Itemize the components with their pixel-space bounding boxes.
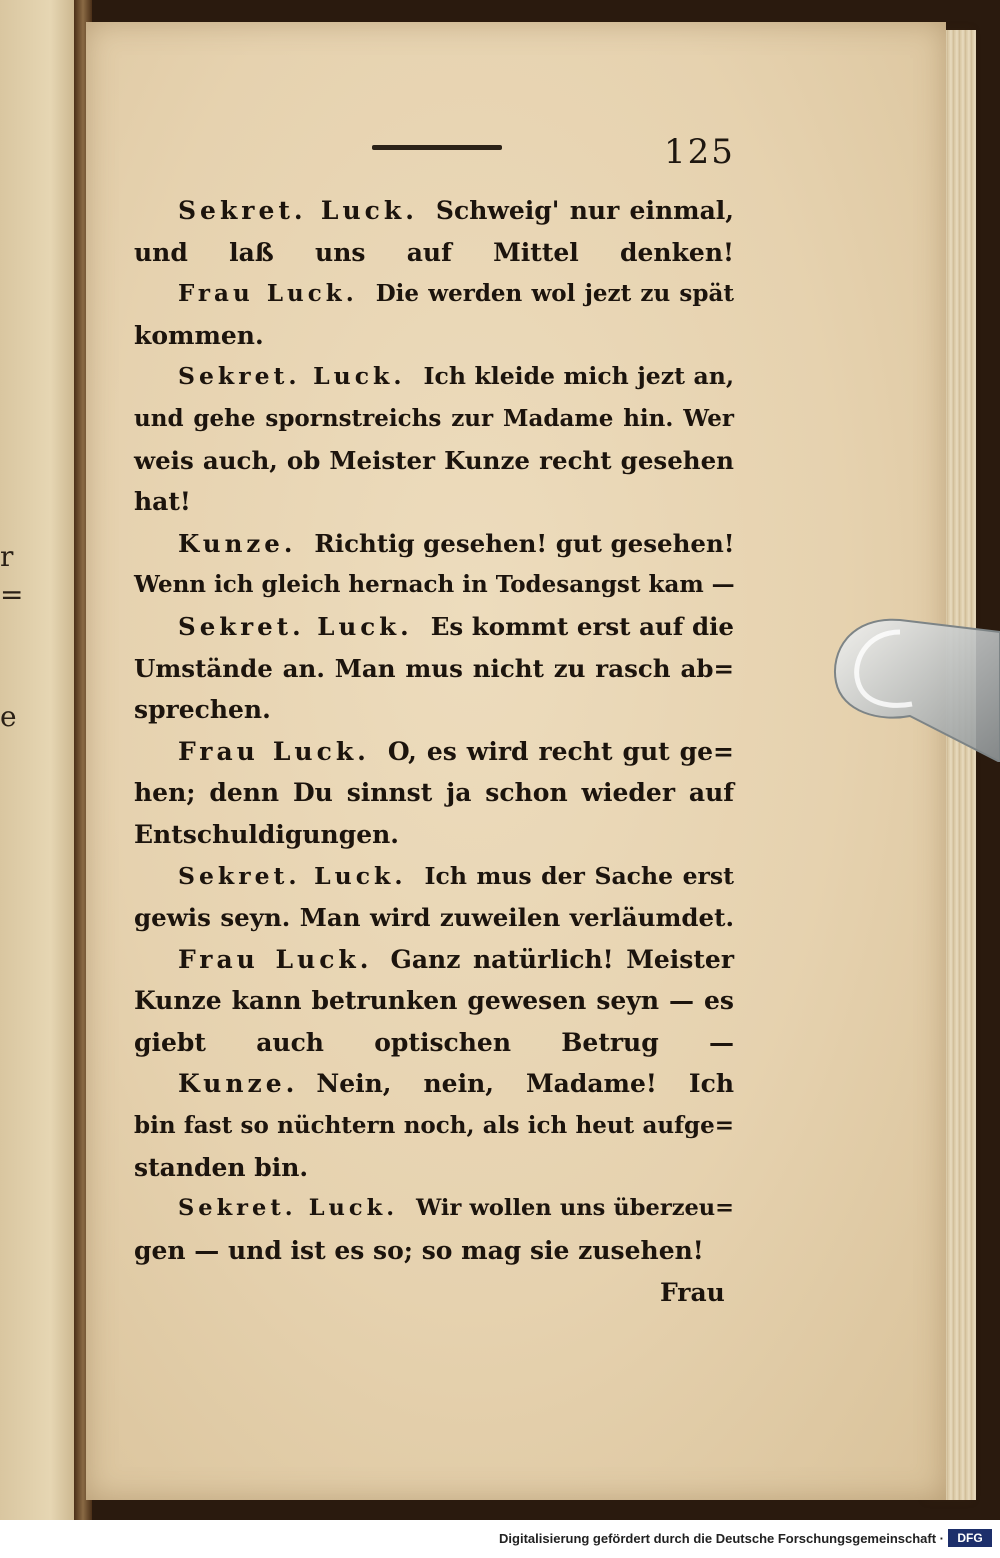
text-line xyxy=(134,856,734,898)
line-text: gewis seyn. Man wird zuweilen verläumdet. xyxy=(134,903,734,933)
left-page-fragment: = xyxy=(0,578,24,611)
line-text: weis auch, ob Meister Kunze recht gesehen xyxy=(134,445,734,475)
header-rule xyxy=(372,145,502,150)
text-line xyxy=(134,1105,734,1147)
text-line xyxy=(134,689,734,731)
speaker-name: Kunze. xyxy=(178,1069,299,1099)
page-number: 125 xyxy=(664,132,735,172)
line-text: und gehe spornstreichs zur Madame hin. Wer xyxy=(134,404,734,432)
speaker-name: Frau Luck. xyxy=(178,944,373,974)
left-page-fragment: r xyxy=(0,540,14,573)
line-text: Entschuldigungen. xyxy=(134,819,400,849)
text-line xyxy=(134,980,734,1022)
line-text: Wir wollen uns überzeu= xyxy=(416,1195,734,1222)
line-text: Ganz natürlich! Meister xyxy=(390,944,735,974)
line-text: hat! xyxy=(134,487,191,517)
text-line xyxy=(134,1022,734,1064)
text-line xyxy=(134,398,734,440)
line-text: Die werden wol jezt zu spät xyxy=(375,280,734,308)
body-text xyxy=(134,190,734,1271)
line-text: O, es wird recht gut ge= xyxy=(387,736,734,766)
dfg-logo: DFG xyxy=(948,1529,992,1547)
text-line xyxy=(134,1188,734,1230)
speaker-name: Sekret. Luck. xyxy=(178,611,413,641)
speaker-name: Sekret. Luck. xyxy=(178,196,418,225)
speaker-name: Sekret. Luck. xyxy=(178,861,407,890)
line-text: Schweig' nur einmal, xyxy=(435,196,734,225)
left-page-edge xyxy=(0,0,84,1520)
text-line xyxy=(134,814,734,856)
digitization-footer xyxy=(0,1520,1000,1558)
text-line xyxy=(134,606,734,648)
text-line xyxy=(134,648,734,690)
catchword: Frau xyxy=(660,1278,725,1307)
text-line xyxy=(134,523,734,565)
text-line xyxy=(134,232,734,274)
line-text: giebt auch optischen Betrug — xyxy=(134,1027,734,1057)
text-line xyxy=(134,731,734,773)
line-text: Wenn ich gleich hernach in Todesangst kam — xyxy=(134,571,735,599)
line-text: Nein, nein, Madame! Ich xyxy=(316,1069,734,1099)
text-line xyxy=(134,564,734,606)
line-text: sprechen. xyxy=(134,695,271,725)
line-text: Ich kleide mich jezt an, xyxy=(423,362,735,391)
text-line xyxy=(134,772,734,814)
text-line xyxy=(134,1147,734,1189)
line-text: Kunze kann betrunken gewesen seyn — es xyxy=(134,986,734,1016)
left-page-fragment: e xyxy=(0,700,17,733)
line-text: hen; denn Du sinnst ja schon wieder auf xyxy=(134,778,734,808)
line-text: standen bin. xyxy=(134,1152,309,1182)
text-line xyxy=(134,273,734,315)
text-line xyxy=(134,315,734,357)
text-line xyxy=(134,1230,734,1272)
text-line xyxy=(134,939,734,981)
footer-credit: Digitalisierung gefördert durch die Deutsche Forschungsgemeinschaft · xyxy=(499,1531,944,1546)
line-text: kommen. xyxy=(134,320,264,350)
line-text: Ich mus der Sache erst xyxy=(424,861,734,890)
line-text: Umstände an. Man mus nicht zu rasch ab= xyxy=(134,653,734,683)
page-clip-icon xyxy=(830,612,1000,762)
line-text: Es kommt erst auf die xyxy=(430,611,734,641)
line-text: Richtig gesehen! gut gesehen! xyxy=(314,528,735,558)
line-text: bin fast so nüchtern noch, als ich heut aufge= xyxy=(134,1112,734,1140)
line-text: und laß uns auf Mittel denken! xyxy=(134,237,734,267)
speaker-name: Frau Luck. xyxy=(178,736,370,766)
speaker-name: Kunze. xyxy=(178,528,297,558)
text-line xyxy=(134,190,734,232)
speaker-name: Sekret. Luck. xyxy=(178,1195,399,1222)
speaker-name: Sekret. Luck. xyxy=(178,362,406,391)
text-line xyxy=(134,356,734,398)
speaker-name: Frau Luck. xyxy=(178,280,358,308)
text-line xyxy=(134,481,734,523)
text-line xyxy=(134,897,734,939)
text-line xyxy=(134,1063,734,1105)
text-line xyxy=(134,440,734,482)
line-text: gen — und ist es so; so mag sie zusehen! xyxy=(134,1235,704,1265)
